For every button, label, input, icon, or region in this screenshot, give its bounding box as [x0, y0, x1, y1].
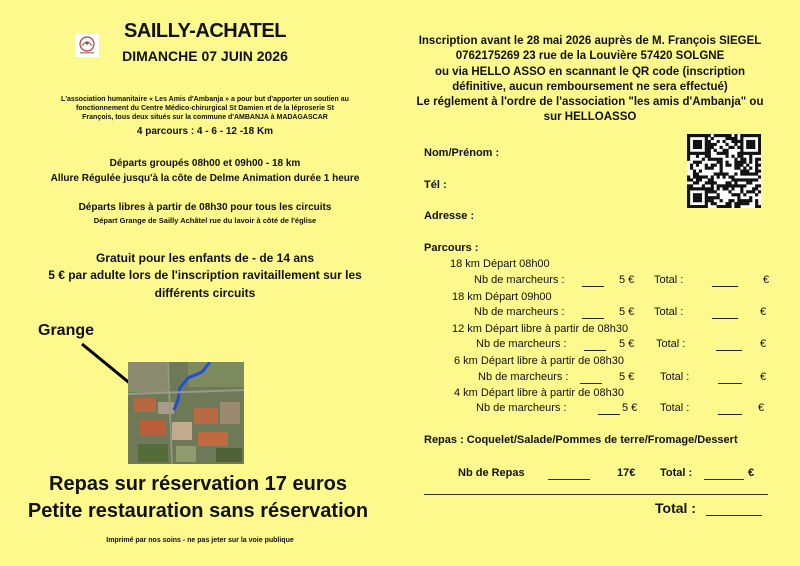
inscription-block [414, 34, 766, 126]
course-total-label: Total : [654, 306, 684, 318]
allure-regulee: Allure Régulée jusqu'à la côte de Delme Animation durée 1 heure [50, 173, 360, 184]
telephone-field[interactable]: Tél : [424, 179, 447, 191]
course-price: 5 € [622, 402, 638, 414]
repas-menu: Repas : Coquelet/Salade/Pommes de terre/Fromage/Dessert [424, 434, 738, 446]
course-label: 4 km Départ libre à partir de 08h30 [454, 387, 624, 399]
course-label: 18 km Départ 08h00 [450, 258, 550, 270]
total-final-label: Total : [655, 500, 696, 516]
departs-groupes: Départs groupés 08h00 et 09h00 - 18 km [109, 158, 301, 169]
course-price: 5 € [619, 371, 635, 383]
nb-marcheurs-input[interactable] [582, 308, 604, 319]
euro-symbol: € [760, 306, 767, 318]
separator-line [424, 494, 768, 495]
inscription-line: définitive, aucun remboursement ne sera effectué) [452, 80, 728, 93]
nb-marcheurs-input[interactable] [580, 373, 602, 384]
course-total-label: Total : [660, 402, 690, 414]
qr-code-icon [687, 134, 761, 208]
repas-price: 17€ [617, 467, 636, 479]
parcours-label: Parcours : [424, 242, 479, 254]
course-label: 12 km Départ libre à partir de 08h30 [452, 323, 629, 335]
nb-marcheurs-label: Nb de marcheurs : [478, 371, 569, 383]
course-total-input[interactable] [718, 404, 742, 415]
nb-repas-label: Nb de Repas [458, 467, 525, 479]
course-price: 5 € [619, 306, 635, 318]
location-map [128, 362, 244, 464]
euro-symbol: € [760, 371, 767, 383]
nb-marcheurs-label: Nb de marcheurs : [474, 274, 565, 286]
nb-marcheurs-label: Nb de marcheurs : [476, 402, 567, 414]
course-total-input[interactable] [718, 373, 742, 384]
repas-total-label: Total : [660, 467, 693, 479]
tarifs-block [20, 250, 390, 302]
course-total-input[interactable] [712, 308, 738, 319]
event-date: DIMANCHE 07 JUIN 2026 [122, 48, 288, 64]
course-total-label: Total : [660, 371, 690, 383]
nb-marcheurs-label: Nb de marcheurs : [476, 338, 567, 350]
nb-marcheurs-input[interactable] [598, 404, 620, 415]
euro-symbol: € [758, 402, 765, 414]
departs-libres: Départs libres à partir de 08h30 pour tous les circuits [78, 202, 332, 213]
euro-symbol: € [748, 467, 755, 479]
departs-groupes-block [40, 156, 370, 186]
inscription-line: Le réglement à l'ordre de l'association "les amis d'Ambanja" ou [416, 96, 764, 109]
repas-reservation: Repas sur réservation 17 euros [49, 473, 347, 495]
tarif-adulte: 5 € par adulte lors de l'inscription ravitaillement sur les différents circuits [48, 268, 362, 300]
nb-marcheurs-input[interactable] [584, 340, 606, 351]
course-label: 6 km Départ libre à partir de 08h30 [454, 355, 624, 367]
nb-repas-input[interactable] [548, 469, 590, 480]
nb-marcheurs-label: Nb de marcheurs : [474, 306, 565, 318]
inscription-line: 0762175269 23 rue de la Louvière 57420 SOLGNE [455, 50, 725, 63]
inscription-line: sur HELLOASSO [543, 111, 637, 124]
departs-libres-block [40, 200, 370, 226]
gratuit-enfants: Gratuit pour les enfants de - de 14 ans [95, 251, 315, 265]
inscription-line: Inscription avant le 28 mai 2026 auprès de M. François SIEGEL [418, 35, 762, 47]
parcours-summary: 4 parcours : 4 - 6 - 12 -18 Km [136, 126, 274, 137]
association-logo-icon [75, 33, 99, 57]
imprime-note: Imprimé par nos soins - ne pas jeter sur la voie publique [106, 537, 294, 544]
course-price: 5 € [619, 274, 635, 286]
nom-prenom-field[interactable]: Nom/Prénom : [424, 147, 500, 159]
inscription-line: ou via HELLO ASSO en scannant le QR code (inscription [434, 65, 746, 78]
course-total-label: Total : [654, 274, 684, 286]
course-total-label: Total : [656, 338, 686, 350]
grange-label: Grange [38, 322, 95, 339]
course-total-input[interactable] [712, 276, 738, 287]
course-row [474, 274, 564, 286]
euro-symbol: € [763, 274, 770, 286]
depart-grange: Départ Grange de Sailly Achâtel rue du lavoir à côté de l'église [93, 216, 317, 225]
total-final-input[interactable] [706, 503, 762, 516]
petite-restauration: Petite restauration sans réservation [27, 500, 369, 522]
course-price: 5 € [619, 338, 635, 350]
association-intro: L'association humanitaire « Les Amis d'Ambanja » a pour but d'apporter un soutien au fonctionnement du Centre Médico-chirurgical St Damien et de la léproserie St François, tous deux situés sur la commune d'AMBANJA à MADAGASCAR [61, 96, 349, 121]
adresse-field[interactable]: Adresse : [424, 210, 475, 222]
course-total-input[interactable] [716, 340, 742, 351]
course-label: 18 km Départ 09h00 [452, 291, 552, 303]
euro-symbol: € [760, 338, 767, 350]
repas-total-input[interactable] [704, 469, 744, 480]
nb-marcheurs-input[interactable] [582, 276, 604, 287]
event-title: SAILLY-ACHATEL [124, 20, 286, 42]
